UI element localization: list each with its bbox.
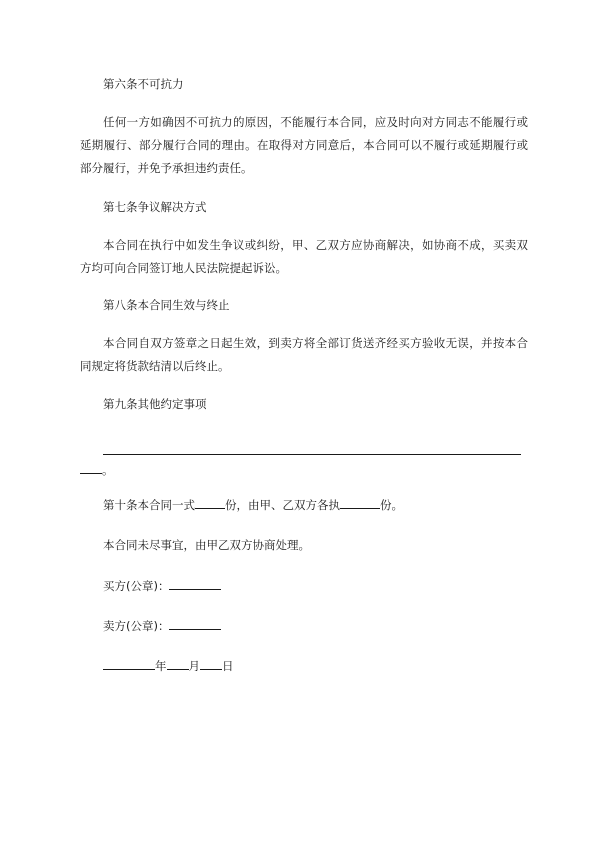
date-year-label: 年 <box>155 659 167 673</box>
seller-seal-label: 卖方(公章)： <box>103 619 170 633</box>
article-9-end-punct: 。 <box>102 463 114 477</box>
article-10-part1: 第十条本合同一式 <box>103 498 195 512</box>
date-month-blank[interactable] <box>167 657 189 670</box>
date-year-blank[interactable] <box>103 657 155 670</box>
seller-seal-line <box>103 617 221 634</box>
article-6-body: 任何一方如确因不可抗力的原因，不能履行本合同，应及时向对方同志不能履行或延期履行、部分履行合同的理由。在取得对方同意后，本合同可以不履行或延期履行或部分履行，并免予承担违约责任。 <box>80 115 528 175</box>
article-10-part2: 份，由甲、乙双方各执 <box>225 498 340 512</box>
article-7-body: 本合同在执行中如发生争议或纠纷，甲、乙双方应协商解决，如协商不成，买卖双方均可向合同签订地人民法院提起诉讼。 <box>80 238 528 275</box>
buyer-seal-blank[interactable] <box>169 577 221 590</box>
article-7-heading: 第七条争议解决方式 <box>103 200 207 214</box>
article-9-heading: 第九条其他约定事项 <box>103 397 207 411</box>
seller-seal-blank[interactable] <box>169 617 221 630</box>
article-9-fill-line-end <box>80 461 114 478</box>
article-8-heading: 第八条本合同生效与终止 <box>103 298 230 312</box>
article-6-heading: 第六条不可抗力 <box>103 77 184 91</box>
date-line <box>103 657 234 674</box>
article-9-fill-line[interactable] <box>103 454 521 455</box>
copies-total-blank[interactable] <box>195 496 225 509</box>
article-10-part3: 份。 <box>380 498 403 512</box>
copies-each-blank[interactable] <box>340 496 380 509</box>
date-day-blank[interactable] <box>200 657 222 670</box>
misc-matters-line: 本合同未尽事宜，由甲乙双方协商处理。 <box>103 538 310 552</box>
article-10-line <box>103 496 403 513</box>
date-month-label: 月 <box>188 659 200 673</box>
article-8-body: 本合同自双方签章之日起生效，到卖方将全部订货送齐经买方验收无误，并按本合同规定将货款结清以后终止。 <box>80 336 528 373</box>
buyer-seal-label: 买方(公章)： <box>103 579 170 593</box>
date-day-label: 日 <box>222 659 234 673</box>
article-9-fill-continuation[interactable] <box>80 461 102 474</box>
buyer-seal-line <box>103 577 221 594</box>
